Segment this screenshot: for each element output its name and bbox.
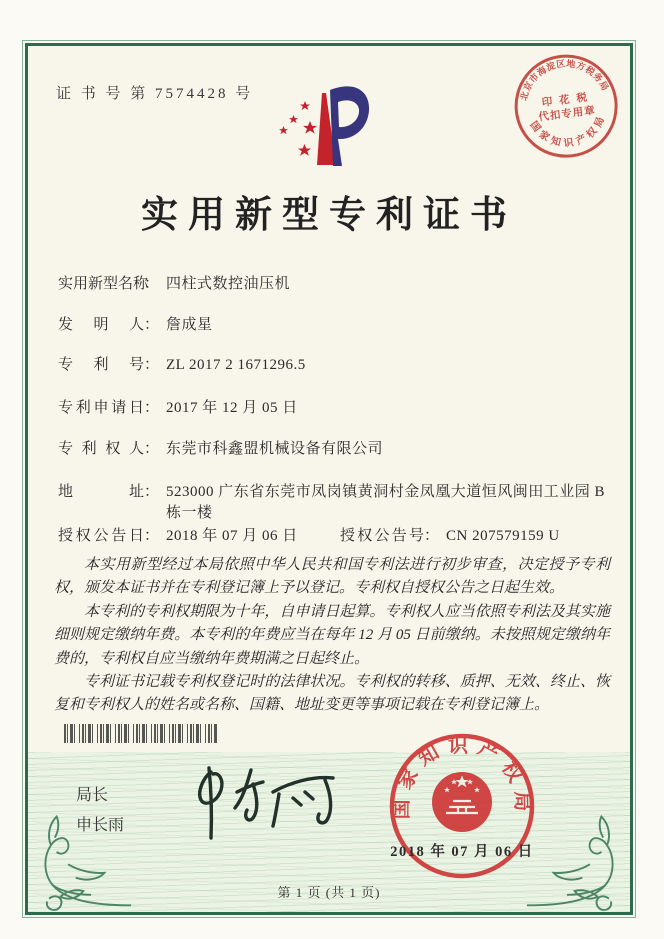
field-label: 专利申请日 bbox=[58, 400, 144, 416]
field-label: 专利权人 bbox=[58, 441, 144, 457]
field-row-filing-date: 专利申请日： 2017 年 12 月 05 日 bbox=[58, 400, 298, 416]
certificate-sheet bbox=[25, 43, 633, 915]
director-signature-icon bbox=[173, 758, 348, 846]
field-value: 四柱式数控油压机 bbox=[166, 276, 291, 292]
logo-p-shape-icon bbox=[330, 86, 369, 166]
tax-stamp-seal bbox=[499, 39, 634, 171]
legal-paragraph-1: 本实用新型经过本局依照中华人民共和国专利法进行初步审查，决定授予专利权，颁发本证书并在专利登记簿上予以登记。专利权自授权公告之日起生效。 bbox=[54, 557, 610, 597]
field-row-inventor: 发明人： 詹成星 bbox=[58, 317, 213, 333]
field-value: 2018 年 07 月 06 日 bbox=[166, 528, 298, 544]
field-value: ZL 2017 2 1671296.5 bbox=[166, 357, 306, 373]
tax-stamp-top-arc: 北京市海淀区地方税务局 bbox=[518, 58, 611, 102]
legal-text-block bbox=[54, 554, 610, 718]
field-value: 詹成星 bbox=[166, 317, 213, 333]
page-footer: 第 1 页 (共 1 页) bbox=[277, 885, 381, 900]
tax-stamp-bottom-arc: 国家知识产权局 bbox=[527, 112, 609, 150]
field-label: 发明人 bbox=[58, 317, 144, 333]
cnipa-seal bbox=[380, 718, 545, 898]
field-value: 2017 年 12 月 05 日 bbox=[166, 400, 298, 416]
field-value: 523000 广东省东莞市凤岗镇黄洞村金凤凰大道恒风闽田工业园 B 栋一楼 bbox=[166, 484, 606, 521]
barcode-icon bbox=[64, 724, 218, 743]
patent-logo-icon bbox=[272, 76, 382, 176]
field-row-address: 地址： 523000 广东省东莞市凤岗镇黄洞村金凤凰大道恒风闽田工业园 B 栋一楼 bbox=[58, 482, 614, 524]
field-label: 实用新型名称 bbox=[58, 276, 149, 292]
field-row-patentee: 专利权人： 东莞市科鑫盟机械设备有限公司 bbox=[58, 441, 384, 457]
field-row-patent-number: 专利号： ZL 2017 2 1671296.5 bbox=[58, 357, 306, 373]
field-label: 授权公告号 bbox=[340, 528, 424, 544]
legal-paragraph-3: 专利证书记载专利权登记时的法律状况。专利权的转移、质押、无效、终止、恢复和专利权人的姓名或名称、国籍、地址变更等事项记载在专利登记簿上。 bbox=[54, 674, 610, 714]
seal-ring-text: 国家知识产权局 bbox=[390, 734, 534, 820]
field-label: 专利号 bbox=[58, 357, 144, 373]
seal-date: 2018 年 07 月 06 日 bbox=[390, 844, 534, 860]
field-row-grant-date: 授权公告日： 2018 年 07 月 06 日 bbox=[58, 528, 298, 544]
legal-paragraph-2: 本专利的专利权期限为十年，自申请日起算。专利权人应当依照专利法及其实施细则规定缴纳年费。本专利的年费应当在每年 12 月 05 日前缴纳。未按照规定缴纳年费的，专利权自应当缴纳年费期满之日起终止。 bbox=[54, 603, 610, 667]
director-name: 申长雨 bbox=[76, 817, 125, 834]
field-row-name: 实用新型名称： 四柱式数控油压机 bbox=[58, 276, 291, 292]
director-title: 局长 bbox=[76, 787, 109, 804]
certificate-title: 实用新型专利证书 bbox=[141, 192, 517, 236]
field-value: CN 207579159 U bbox=[446, 528, 560, 544]
tax-stamp-center-line1: 印 花 税 bbox=[541, 91, 590, 109]
field-value: 东莞市科鑫盟机械设备有限公司 bbox=[166, 441, 384, 457]
certificate-number: 证 书 号 第 7574428 号 bbox=[56, 86, 254, 102]
tax-stamp-center-line2: 代扣专用章 bbox=[537, 104, 597, 124]
field-label: 地址 bbox=[58, 484, 144, 500]
field-row-grant-number: 授权公告号： CN 207579159 U bbox=[340, 528, 560, 544]
field-label: 授权公告日 bbox=[58, 528, 144, 544]
national-emblem-icon bbox=[432, 772, 492, 832]
logo-stars-icon bbox=[279, 101, 317, 156]
